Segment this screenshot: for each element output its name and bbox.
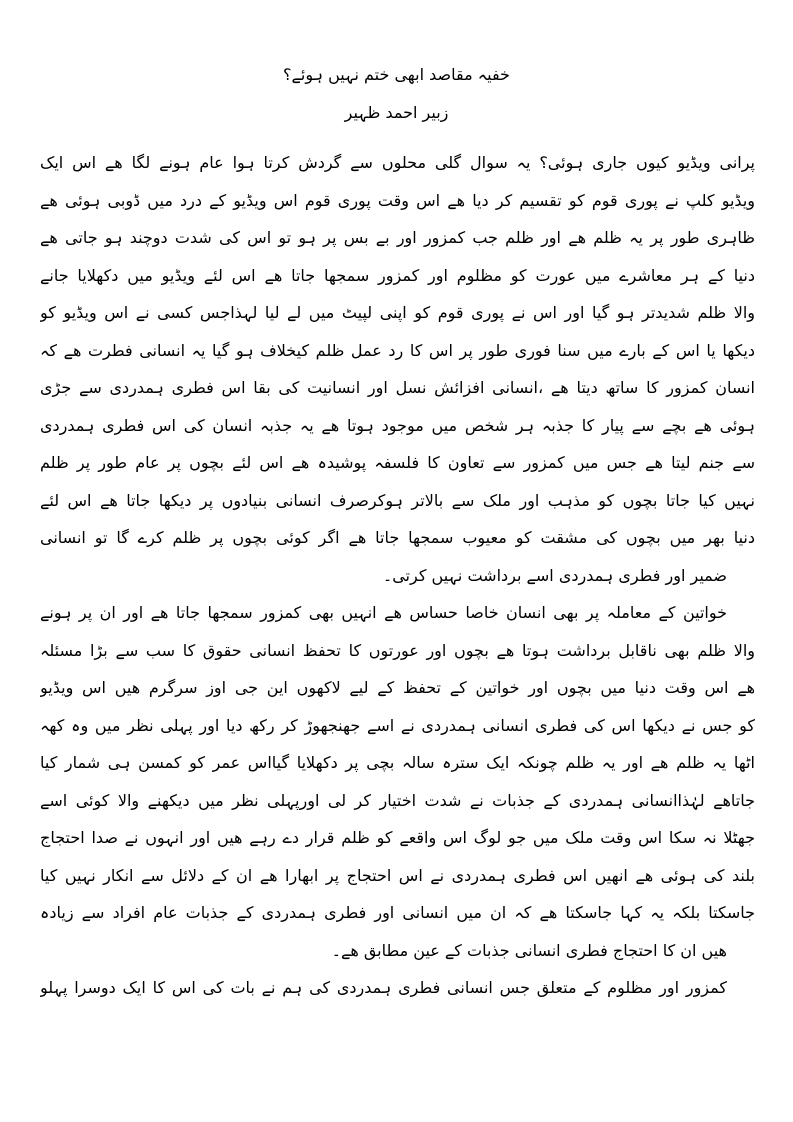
text-line: ضمیر اور فطری ہمدردی اسے برداشت نہیں کرتی۔ — [382, 565, 727, 585]
text-line: والا ظلم شدیدتر ہو گیا اور اس نے پوری قوم کو اپنی لپیٹ میں لے لیا لہذاجس کسی نے اس ویڈیو کو — [40, 303, 755, 322]
text-line: پرانی ویڈیو کیوں جاری ہوئی؟ یہ سوال گلی محلوں سے گردش کرتا ہوا عام ہونے لگا ھے اس ایک — [40, 153, 755, 172]
text-line: ھیں ان کا احتجاج فطری انسانی جذبات کے عین مطابق ھے۔ — [331, 940, 727, 960]
text-line: والا ظلم بھی ناقابل برداشت ہوتا ھے بچوں اور عورتوں کا تحفظ انسانی حقوق کا سب سے بڑا مسئلہ — [40, 640, 755, 660]
text-line: اٹھا یہ ظلم ھے اور یہ ظلم چونکہ ایک سترہ سالہ بچی پر دکھلایا گیااس عمر کو کمسن ہی شمار کیا — [40, 753, 755, 772]
text-line: خواتین کے معاملہ پر بھی انسان خاصا حساس ھے انہیں بھی کمزور سمجھا جاتا ھے اور ان پر ہونے — [40, 603, 727, 622]
text-line: دنیا کے ہر معاشرے میں عورت کو مظلوم اور کمزور سمجھا جاتا ھے اس لئے ویڈیو میں دکھلایا جانے — [40, 265, 755, 285]
document-title: خفیہ مقاصد ابھی ختم نہیں ہوئے؟ — [283, 65, 510, 84]
text-line: دنیا بھر میں بچوں کی مشقت کو معیوب سمجھا جاتا ھے اگر کوئی بچوں پر ظلم کرے گا تو انسانی — [40, 528, 755, 547]
text-line: ویڈیو کلپ نے پوری قوم کو تقسیم کر دیا ھے اس وقت پوری قوم اس ویڈیو کے درد میں ڈوبی ہوئی ھے — [40, 190, 755, 210]
text-line: سے جنم لیتا ھے جس میں کمزور سے تعاون کا فلسفہ پوشیدہ ھے اس لئے بچوں پر عام طور پر ظلم — [40, 453, 755, 472]
text-line: کو جس نے دیکھا اس کی فطری انسانی ہمدردی نے اسے جھنجھوڑ کر رکھ دیا اور پہلی نظر میں وہ کھہ — [40, 715, 755, 735]
text-line: دیکھا یا اس کے بارے میں سنا فوری طور پر اس کا رد عمل ظلم کیخلاف ہو گیا یہ انسانی فطرت ھے کہ — [40, 340, 755, 360]
text-line: نہیں کیا جاتا بچوں کو مذہب اور ملک سے بالاتر ہوکرصرف انسانی بنیادوں پر دیکھا جاتا ھے اس لئے — [40, 490, 755, 510]
text-line: بلند کی ہوئی ھے انھیں اس فطری ہمدردی نے اس احتجاج پر ابھارا ھے ان کے دلائل سے انکار نہیں کیا — [40, 865, 755, 885]
text-line: ظاہری طور پر یہ ظلم ھے اور ظلم جب کمزور اور بے بس پر ہو تو اس کی شدت دوچند ہو جاتی ھے — [40, 228, 755, 247]
text-line: انسان کمزور کا ساتھ دیتا ھے ،انسانی افزائش نسل اور انسانیت کی بقا اس فطری ہمدردی سے جڑی — [40, 378, 755, 397]
text-line: کمزور اور مظلوم کے متعلق جس انسانی فطری ہمدردی کی ہم نے بات کی اس کا ایک دوسرا پہلو — [40, 978, 727, 997]
text-line: جاسکتا بلکہ یہ کہا جاسکتا ھے کہ ان میں انسانی اور فطری ہمدردی کے جذبات عام افراد سے زیادہ — [40, 903, 755, 922]
text-line: جھٹلا نہ سکا اس وقت ملک میں جو لوگ اس واقعے کو ظلم قرار دے رہے ھیں اور انہوں نے صدا احتجاج — [40, 828, 755, 847]
text-line: ہوئی ھے بچے سے پیار کا جذبہ ہر شخص میں موجود ہوتا ھے یہ جذبہ انسان کی اس فطری ہمدردی — [40, 415, 755, 435]
document-author: زبیر احمد ظہیر — [344, 103, 449, 122]
text-line: ھے اس وقت دنیا میں بچوں اور خواتین کے تحفظ کے لیے لاکھوں این جی اوز سرگرم ھیں اس ویڈیو — [40, 678, 755, 697]
text-line: جاتاھے لہٰذاانسانی ہمدردی کے جذبات نے شدت اختیار کر لی اورپہلی نظر میں دیکھنے والا کوئی اسے — [40, 790, 755, 810]
document-body — [40, 144, 755, 1007]
